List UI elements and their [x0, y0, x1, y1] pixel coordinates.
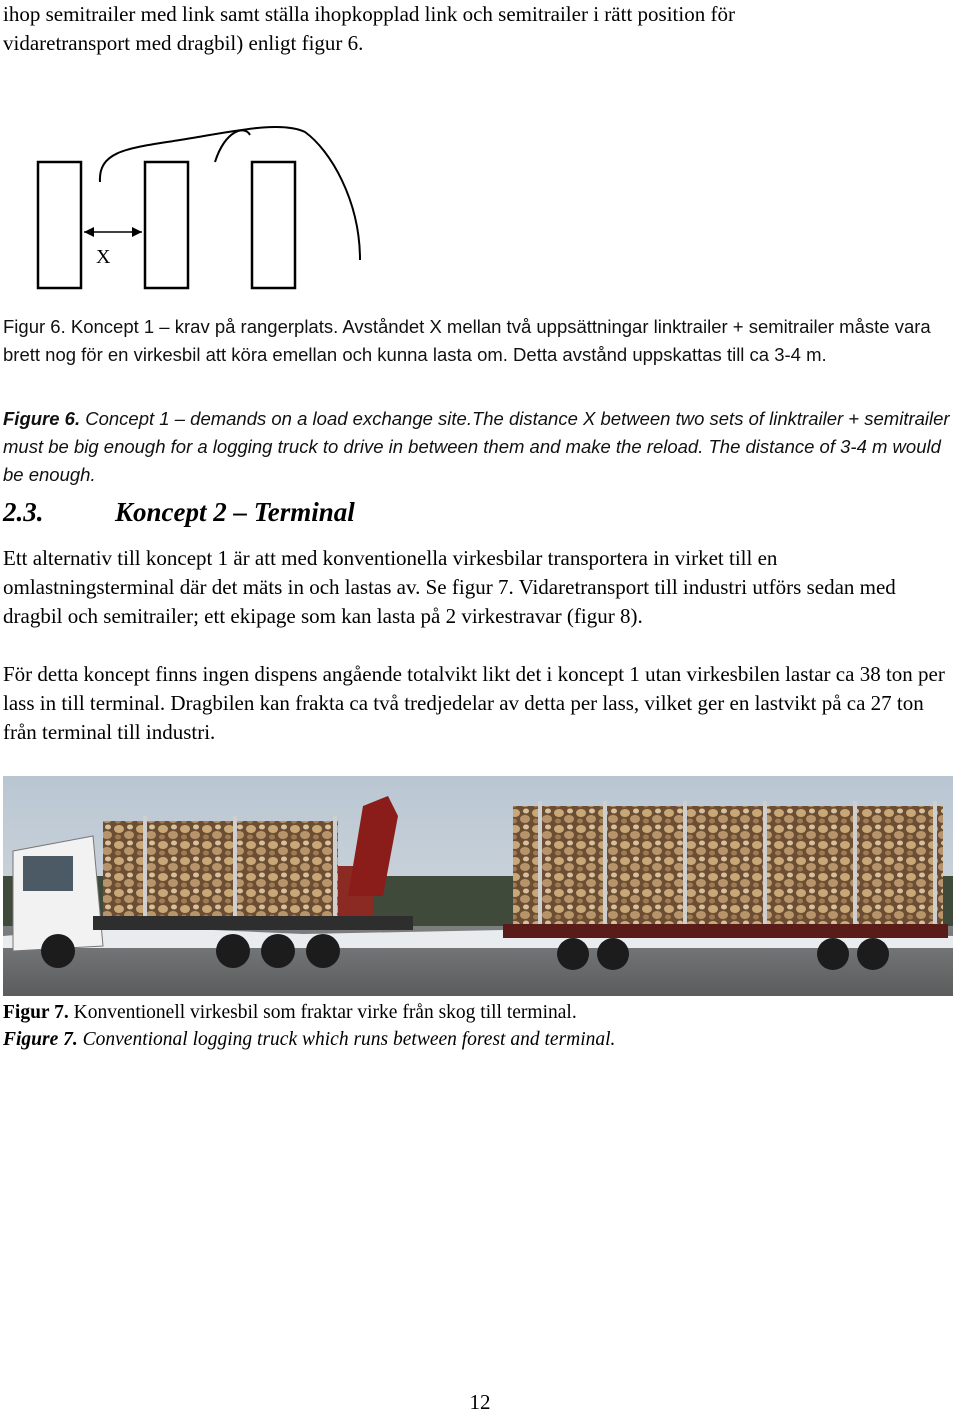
- truck-chassis: [93, 916, 413, 930]
- caption-text: Conventional logging truck which runs between forest and terminal.: [77, 1029, 616, 1050]
- arrow-head-right: [132, 227, 142, 237]
- caption-label: Figur 6.: [3, 316, 66, 337]
- figure-7-photo: [3, 776, 953, 996]
- caption-text: Concept 1 – demands on a load exchange site.The distance X between two sets of linktrailer + semitrailer must be big enough for a logging truck to drive in between them and make the reload. The distance of 3-4 m would be enough.: [3, 408, 950, 485]
- section-title: Koncept 2 – Terminal: [115, 497, 355, 527]
- arrow-head-left: [84, 227, 94, 237]
- trailer-rect-2: [145, 162, 188, 288]
- intro-paragraph: [3, 0, 953, 58]
- trailer-rect-1: [38, 162, 81, 288]
- section-number: 2.3.: [3, 497, 44, 527]
- figure-7-caption: [3, 999, 953, 1053]
- figure-6-caption-en: [3, 405, 953, 489]
- paragraph: För detta koncept finns ingen dispens angående totalvikt likt det i koncept 1 utan virkesbilen lastar ca 38 ton per lass in till terminal. Dragbilen kan frakta ca två tredjedelar av detta per lass, vilket ger en lastvikt på ca 27 ton från terminal till industri.: [3, 662, 945, 744]
- caption-en-line: [3, 1026, 953, 1053]
- caption-text: Koncept 1 – krav på rangerplats. Avståndet X mellan två uppsättningar linktrailer + semitrailer måste vara brett nog för en virkesbil att köra emellan och kunna lasta om. Detta avstånd uppskattas till ca 3-4 m.: [3, 316, 931, 365]
- caption-text: Konventionell virkesbil som fraktar virke från skog till terminal.: [68, 1002, 577, 1023]
- route-curve-outer: [100, 127, 360, 260]
- page-number: 12: [469, 1390, 491, 1414]
- intro-line: ihop semitrailer med link samt ställa ihopkopplad link och semitrailer i rätt position för: [3, 2, 735, 26]
- paragraph: Ett alternativ till koncept 1 är att med konventionella virkesbilar transportera in virket till en omlastningsterminal där det mäts in och lastas av. Se figur 7. Vidaretransport till industri utförs sedan med dragbil och semitrailer; ett ekipage som kan lasta på 2 virkestravar (figur 8).: [3, 546, 896, 628]
- logging-truck-illustration: [3, 776, 953, 996]
- truck-log-load: [103, 821, 338, 916]
- cab-window: [23, 856, 73, 891]
- caption-label: Figure 7.: [3, 1029, 78, 1050]
- trailer-log-load: [513, 806, 943, 924]
- figure-6-caption-sv: [3, 313, 953, 369]
- truck-cab: [13, 836, 103, 951]
- caption-label: Figur 7.: [3, 1002, 69, 1023]
- route-curve-inner: [215, 130, 250, 162]
- trailer-rect-3: [252, 162, 295, 288]
- caption-label: Figure 6.: [3, 408, 81, 429]
- figure-6-diagram: [30, 110, 375, 315]
- intro-line: vidaretransport med dragbil) enligt figur 6.: [3, 31, 364, 55]
- caption-sv-line: [3, 999, 953, 1026]
- distance-x-label: X: [96, 246, 111, 268]
- trailer-chassis: [503, 924, 948, 938]
- section-heading: [3, 497, 355, 528]
